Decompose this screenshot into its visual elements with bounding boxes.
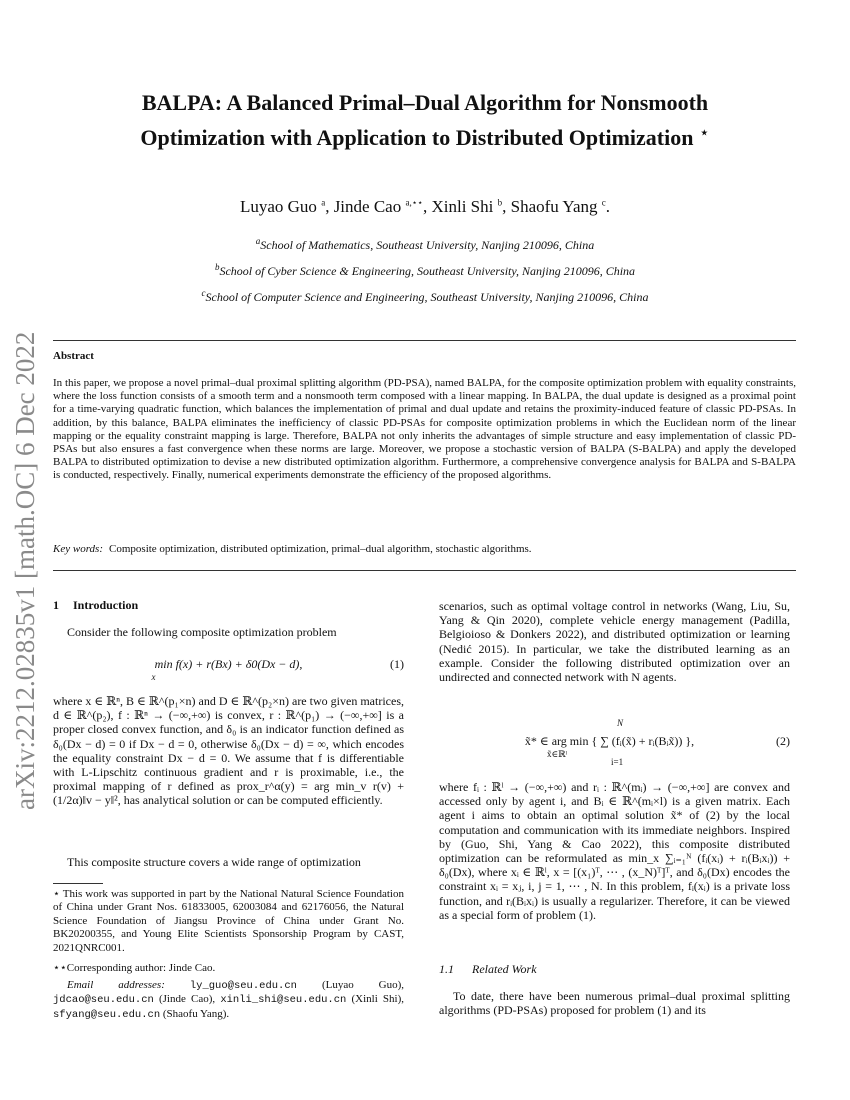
author-name: Xinli Shi (431, 197, 494, 216)
author-name: Luyao Guo (239, 197, 317, 216)
subsection-number: 1.1 (439, 962, 454, 976)
subsection-heading (439, 962, 555, 977)
title-line-1: BALPA: A Balanced Primal–Dual Algorithm for Nonsmooth (141, 90, 709, 115)
paragraph: Consider the following composite optimization problem (67, 625, 337, 639)
footnote-emails: Email addresses: ly_guo@seu.edu.cn (Luyao Guo), jdcao@seu.edu.cn (Jinde Cao), xinli_shi@seu.edu.cn (Xinli Shi), sfyang@seu.edu.cn (Shaofu Yang). (53, 979, 405, 1021)
equation-subscript: x̃∈ℝˡ (547, 749, 568, 759)
section-title: Introduction (73, 598, 139, 612)
equation-2 (439, 718, 790, 768)
paragraph: where x ∈ ℝⁿ, B ∈ ℝ^(p₁×n) and D ∈ ℝ^(p₂×n) are two given matrices, d ∈ ℝ^(p₂), f : ℝⁿ → (−∞,+∞) is convex, r : ℝ^(p₁) → (−∞,+∞] is a proper closed convex function, and δ₀ is an indicator function defined as δ₀(Dx − d) = 0 if Dx − d = 0, otherwise δ₀(Dx − d) = ∞, which encodes the equality constraint Dx − d = 0. We assume that f is differentiable with L-Lipschitz continuous gradient and r is proximable, i.e., the proximal mapping of r defined as prox_r^α(y) = arg min_v r(v) + (1/2α)‖v − y‖², has analytical solution or can be computed efficiently. (53, 694, 404, 808)
author-sup: a,⋆⋆ (405, 197, 423, 208)
title-star: ⋆ (698, 123, 710, 142)
section-heading (53, 598, 152, 613)
sum-upper-limit: N (617, 718, 624, 728)
email-link[interactable]: jdcao@seu.edu.cn (53, 994, 154, 1007)
abstract-heading: Abstract (53, 350, 94, 362)
email-link[interactable]: sfyang@seu.edu.cn (53, 1008, 161, 1021)
title-line-2: Optimization with Application to Distributed Optimization (140, 125, 694, 150)
paragraph: scenarios, such as optimal voltage control in networks (Wang, Liu, Su, Yang & Qin 2020), complete vehicle energy management (Padilla, Belgioioso & Donkers 2022), and distributed optimization or learning (Nedić 2015). In particular, we take the distributed learning as an example. Consider the following distributed optimization over an undirected and connected network with N agents. (439, 599, 790, 685)
affiliation-a: $^a$School of Mathematics, Southeast University, Nanjing 210096, China (255, 236, 595, 252)
section-number: 1 (53, 598, 59, 612)
affiliation-c: $^c$School of Computer Science and Engineering, Southeast University, Nanjing 210096, China (201, 288, 649, 304)
sum-lower-limit: i=1 (611, 757, 624, 767)
equation-number: (2) (776, 734, 790, 748)
keywords-text: Composite optimization, distributed optimization, primal–dual algorithm, stochastic algorithms. (109, 543, 532, 555)
abstract-text: In this paper, we propose a novel primal–dual proximal splitting algorithm (PD-PSA), named BALPA, for the composite optimization problem with equality constraints, where the loss function consists of a smooth term and a nonsmooth term composed with a linear mapping. In BALPA, the dual update is designed as a proximal point for a time-varying quadratic function, which balances the implementation of primal and dual update and retains the proximity-induced feature of classic PD-PSAs. In addition, by this balance, BALPA eliminates the inefficiency of classic PD-PSAs for composite optimization problems in which the Euclidean norm of the linear mapping or the equality constraint mapping is large. Therefore, BALPA not only inherits the advantages of simple structure and easy implementation of classic PD-PSAs but also ensures a fast convergence when these norms are large. Moreover, we propose a stochastic version of BALPA (S-BALPA) and apply the developed BALPA to distributed optimization to devise a new distributed optimization algorithm. Furthermore, a comprehensive convergence analysis for BALPA and S-BALPA is conducted, respectively. Finally, numerical experiments demonstrate the efficiency of the proposed algorithms. (53, 377, 796, 482)
equation-subscript: x (151, 672, 156, 682)
keywords-label: Key words: (53, 543, 104, 555)
author-sup: c (601, 197, 606, 208)
author-sup: a (321, 197, 326, 208)
affiliation-b: $^b$School of Cyber Science & Engineering, Southeast University, Nanjing 210096, China (214, 262, 636, 278)
paragraph: where fᵢ : ℝˡ → (−∞,+∞) and rᵢ : ℝ^(mᵢ) → (−∞,+∞] are convex and accessed only by agent i, and Bᵢ ∈ ℝ^(mᵢ×l) is a given matrix. Each agent i aims to obtain an optimal solution x̃* of (2) by the local computation and communication with its immediate neighbors. Inspired by (Guo, Shi, Yang & Cao 2022), this composite distributed optimization can be reformulated as min_x ∑ᵢ₌₁ᴺ (fᵢ(xᵢ) + rᵢ(Bᵢxᵢ)) + δ₀(Dx), where xᵢ ∈ ℝˡ, x = [(x₁)ᵀ, ⋯ , (x_N)ᵀ]ᵀ, and δ₀(Dx) encodes the constraint xᵢ = xⱼ, i, j = 1, ⋯ , N. In this problem, fᵢ(xᵢ) is a private loss function, and rᵢ(Bᵢxᵢ) is usually a regularizer. Therefore, it can be viewed as a special form of problem (1). (439, 780, 790, 922)
footnote-rule (53, 883, 103, 884)
divider-top (53, 340, 796, 341)
email-link[interactable]: ly_guo@seu.edu.cn (189, 980, 297, 992)
paragraph: To date, there have been numerous primal–dual proximal splitting algorithms (PD-PSAs) proposed for problem (1) and its (439, 989, 790, 1018)
arxiv-stamp (4, 280, 44, 810)
email-label: Email addresses: (67, 979, 165, 991)
keywords (53, 543, 796, 555)
author-sup: b (497, 197, 503, 208)
equation-text: x̃* ∈ arg min { ∑ (fᵢ(x̃) + rᵢ(Bᵢx̃)) }, (524, 734, 695, 748)
paper-title (60, 88, 790, 153)
divider-bottom (53, 570, 796, 571)
arxiv-stamp-text: arXiv:2212.02835v1 [math.OC] 6 Dec 2022 (10, 331, 40, 810)
equation-number: (1) (390, 657, 404, 671)
author-list: Luyao Guo $^a$, Jinde Cao $^{a,⋆⋆}$, Xinli Shi $^b$, Shaofu Yang $^c$. (239, 197, 611, 216)
footnote-corresponding: ⋆⋆Corresponding author: Jinde Cao. (53, 962, 216, 974)
email-link[interactable]: xinli_shi@seu.edu.cn (220, 994, 347, 1007)
footnote-funding: ⋆ This work was supported in part by the National Natural Science Foundation of China under Grant Nos. 61833005, 62003084 and 62176056, the Natural Science Foundation of Jiangsu Province of China under Grant No. BK20200355, and Young Elite Scientists Sponsorship Program by CAST, 2021QNRC001. (53, 888, 404, 954)
equation-text: min f(x) + r(Bx) + δ0(Dx − d), (154, 657, 303, 671)
author-name: Jinde Cao (333, 197, 402, 216)
author-name: Shaofu Yang (510, 197, 598, 216)
paragraph: This composite structure covers a wide range of optimization (67, 855, 361, 869)
subsection-title: Related Work (472, 962, 537, 976)
